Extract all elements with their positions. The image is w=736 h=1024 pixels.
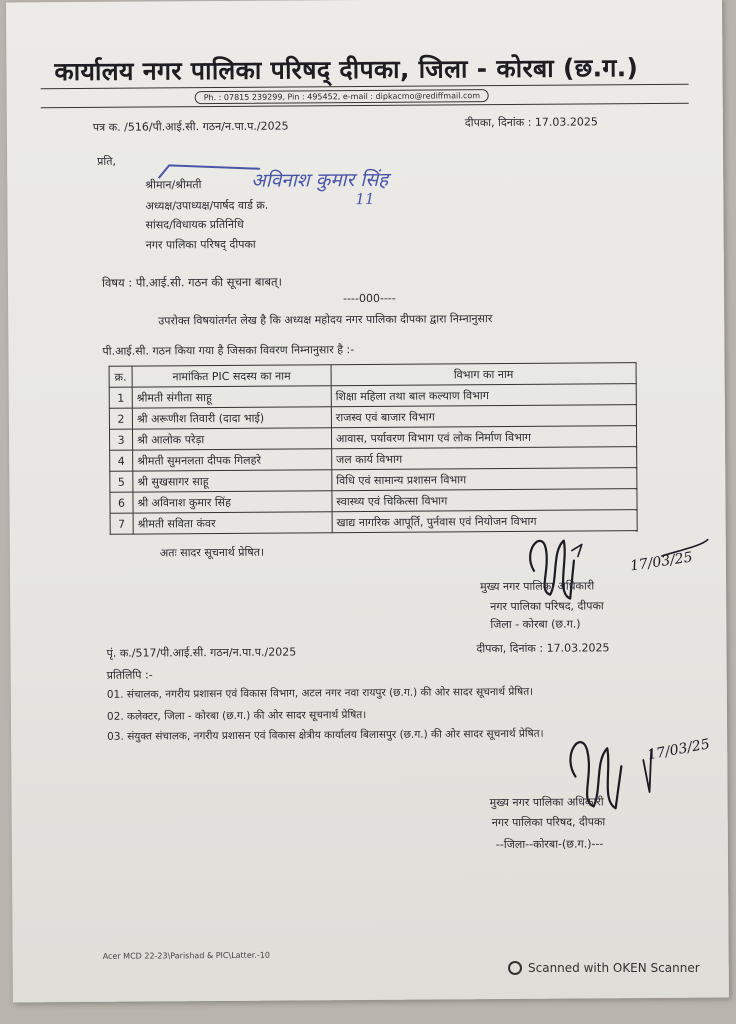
row-serial: 1	[109, 387, 132, 408]
addressee-name-handwritten: अविनाश कुमार सिंह	[251, 168, 389, 192]
handwritten-tick-mark	[155, 161, 265, 184]
col-header-member: नामांकित PIC सदस्य का नाम	[132, 365, 331, 387]
signatory-1-office: नगर पालिका परिषद, दीपका	[490, 599, 604, 614]
copy-label: प्रतिलिपि :-	[106, 668, 153, 682]
row-member: श्री आलोक परेड़ा	[132, 428, 331, 450]
separator: ----000----	[343, 291, 396, 306]
row-department: खाद्य नागरिक आपूर्ति, पुर्नवास एवं नियोजन विभाग	[332, 510, 637, 533]
copy-item-3: 03. संयुक्त संचालक, नगरीय प्रशासन एवं विकास क्षेत्रीय कार्यालय बिलासपुर (छ.ग.) की ओर सादर सूचनार्थ प्रेषित।	[107, 727, 544, 743]
letterhead-contact: Ph. : 07815 239299, Pin : 495452, e-mail : dipkacmo@rediffmail.com	[195, 89, 489, 104]
subject-line: विषय : पी.आई.सी. गठन की सूचना बाबत्।	[101, 274, 282, 290]
row-serial: 7	[110, 513, 133, 534]
letterhead-title: कार्यालय नगर पालिका परिषद् दीपका, जिला - कोरबा (छ.ग.)	[54, 53, 639, 87]
addressee-representative: सांसद/विधायक प्रतिनिधि	[145, 217, 244, 232]
letterhead-rule-lower	[41, 103, 689, 109]
addressee-office: नगर पालिका परिषद् दीपका	[145, 237, 256, 252]
signature-2-date: 17/03/25	[646, 736, 712, 764]
ward-number-handwritten: 11	[355, 189, 375, 209]
oken-logo-icon	[508, 961, 522, 975]
letter-date: दीपका, दिनांक : 17.03.2025	[464, 115, 598, 130]
row-serial: 6	[110, 492, 133, 513]
row-serial: 2	[109, 408, 132, 429]
signatory-2-office: नगर पालिका परिषद, दीपका	[491, 815, 606, 830]
signatory-1-district: जिला - कोरबा (छ.ग.)	[490, 617, 581, 632]
col-header-department: विभाग का नाम	[331, 363, 636, 386]
signatory-1-title: मुख्य नगर पालिका अधिकारी	[480, 579, 595, 594]
scanner-text: Scanned with OKEN Scanner	[528, 961, 700, 975]
row-member: श्रीमती सुमनलता दीपक गिलहरे	[133, 449, 332, 471]
row-member: श्री अरूणीश तिवारी (दादा भाई)	[132, 407, 331, 429]
row-member: श्री सुखसागर साहू	[133, 470, 332, 492]
copy-item-2: 02. कलेक्टर, जिला - कोरबा (छ.ग.) की ओर सादर सूचनार्थ प्रेषित।	[106, 709, 367, 723]
body-line-1: उपरोक्त विषयांतर्गत लेख है कि अध्यक्ष महोदय नगर पालिका दीपका द्वारा निम्नानुसार	[158, 312, 493, 328]
row-department: राजस्व एवं बाजार विभाग	[331, 405, 636, 428]
copy-item-1: 01. संचालक, नगरीय प्रशासन एवं विकास विभाग, अटल नगर नवा रायपुर (छ.ग.) की ओर सादर सूचनार्थ प्रेषित।	[106, 685, 534, 701]
closing-line: अतः सादर सूचनार्थ प्रेषित।	[159, 545, 265, 560]
pic-members-table	[109, 362, 638, 535]
signatory-2-district: --जिला--कोरबा-(छ.ग.)---	[495, 837, 604, 852]
addressee-designation: अध्यक्ष/उपाध्यक्ष/पार्षद वार्ड क्र.	[145, 198, 269, 213]
copy-date: दीपका, दिनांक : 17.03.2025	[476, 641, 610, 656]
row-department: शिक्षा महिला तथा बाल कल्याण विभाग	[331, 384, 636, 407]
addressee-title: श्रीमान/श्रीमती	[145, 178, 202, 192]
row-member: श्रीमती सविता कंवर	[133, 512, 332, 534]
footer-file-path: Acer MCD 22-23\Parishad & PIC\Latter.-10	[102, 950, 270, 961]
to-label: प्रति,	[97, 154, 117, 168]
signatory-2-title: मुख्य नगर पालिका अधिकारी	[489, 795, 604, 810]
row-serial: 3	[109, 429, 132, 450]
row-department: आवास, पर्यावरण विभाग एवं लोक निर्माण विभाग	[331, 426, 636, 449]
scanner-watermark	[508, 961, 700, 975]
row-department: विधि एवं सामान्य प्रशासन विभाग	[332, 468, 637, 491]
col-header-serial: क्र.	[109, 366, 132, 387]
document-page	[6, 0, 729, 1002]
row-member: श्री अविनाश कुमार सिंह	[133, 491, 332, 513]
row-serial: 4	[110, 450, 133, 471]
row-serial: 5	[110, 471, 133, 492]
body-line-2: पी.आई.सी. गठन किया गया है जिसका विवरण निम्नानुसार है :-	[102, 343, 355, 358]
letter-reference: पत्र क. /516/पी.आई.सी. गठन/न.पा.प./2025	[92, 119, 289, 134]
row-department: स्वास्थ्य एवं चिकित्सा विभाग	[332, 489, 637, 512]
row-department: जल कार्य विभाग	[332, 447, 637, 470]
signature-1-date: 17/03/25	[629, 549, 694, 575]
row-member: श्रीमती संगीता साहू	[132, 386, 331, 408]
copy-reference: पृं. क./517/पी.आई.सी. गठन/न.पा.प./2025	[106, 645, 297, 660]
